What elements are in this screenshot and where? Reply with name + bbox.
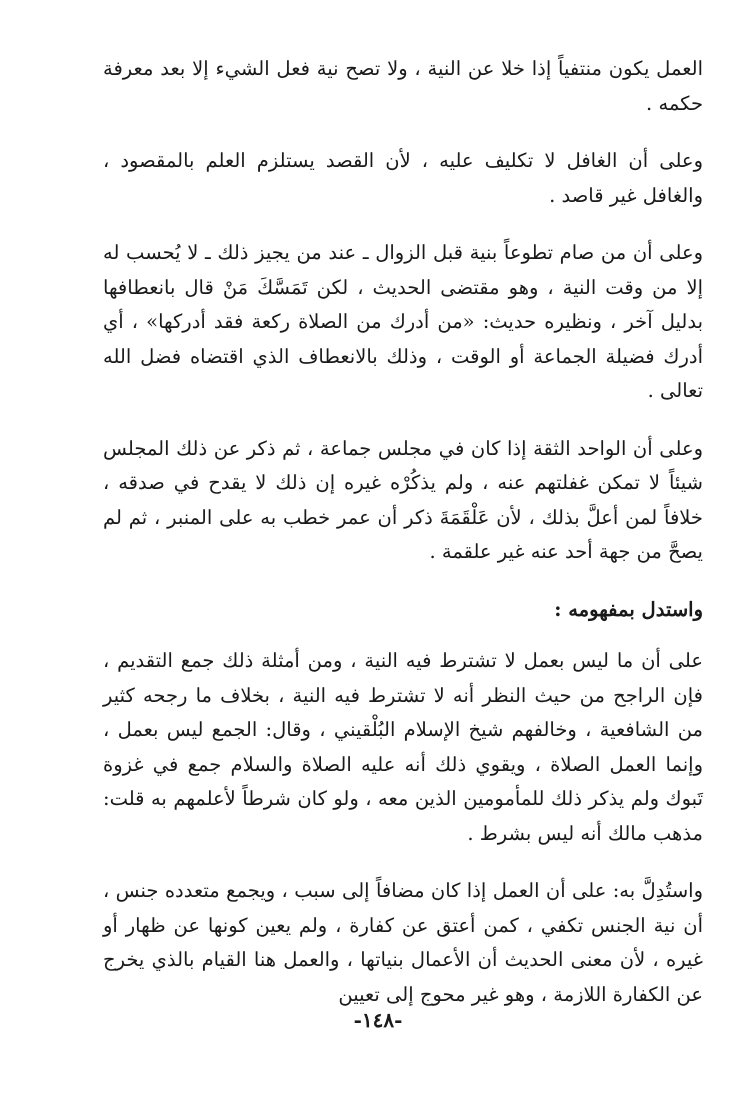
paragraph-1: العمل يكون منتفياً إذا خلا عن النية ، ولا تصح نية فعل الشيء إلا بعد معرفة حكمه . xyxy=(103,57,703,115)
paragraph-3: وعلى أن من صام تطوعاً بنية قبل الزوال ـ عند من يجيز ذلك ـ لا يُحسب له إلا من وقت النية ، وهو مقتضى الحديث ، لكن تَمَسَّكَ مَنْ قال بانعطافها بدليل آخر ، ونظيره حديث: «من أدرك من الصلاة ركعة فقد أدركها» ، أي أدرك فضيلة الجماعة أو الوقت ، وذلك بالانعطاف الذي اقتضاه فضل الله تعالى . xyxy=(103,241,703,402)
page-body xyxy=(103,52,703,1052)
paragraph-5: على أن ما ليس بعمل لا تشترط فيه النية ، ومن أمثلة ذلك جمع التقديم ، فإن الراجح من حيث النظر أنه لا تشترط فيه النية ، بخلاف ما رجحه كثير من الشافعية ، وخالفهم شيخ الإسلام البُلْقيني ، وقال: الجمع ليس بعمل ، وإنما العمل الصلاة ، ويقوي ذلك أنه عليه الصلاة والسلام جمع في غزوة تَبوك ولم يذكر ذلك للمأمومين الذين معه ، ولو كان شرطاً لأعلمهم به قلت: مذهب مالك أنه ليس بشرط . xyxy=(103,649,703,845)
section-heading: واستدل بمفهومه : xyxy=(554,597,703,621)
paragraph-2: وعلى أن الغافل لا تكليف عليه ، لأن القصد يستلزم العلم بالمقصود ، والغافل غير قاصد . xyxy=(103,149,703,207)
paragraph-4: وعلى أن الواحد الثقة إذا كان في مجلس جماعة ، ثم ذكر عن ذلك المجلس شيئاً لا تمكن غفلتهم عنه ، ولم يذكُرْه غيره إن ذلك لا يقدح في صدقه ، خلافاً لمن أعلَّ بذلك ، لأن عَلْقَمَةَ ذكر أن عمر خطب به على المنبر ، ثم لم يصحَّ من جهة أحد عنه غير علقمة . xyxy=(103,436,703,563)
page-number: -١٤٨- xyxy=(353,1008,403,1032)
paragraph-6: واستُدِلَّ به: على أن العمل إذا كان مضافاً إلى سبب ، ويجمع متعدده جنس ، أن نية الجنس تكفي ، كمن أعتق عن كفارة ، ولم يعين كونها عن ظهار أو غيره ، لأن معنى الحديث أن الأعمال بنياتها ، والعمل هنا القيام بالذي يخرج عن الكفارة اللازمة ، وهو غير محوج إلى تعيين xyxy=(103,879,703,1006)
